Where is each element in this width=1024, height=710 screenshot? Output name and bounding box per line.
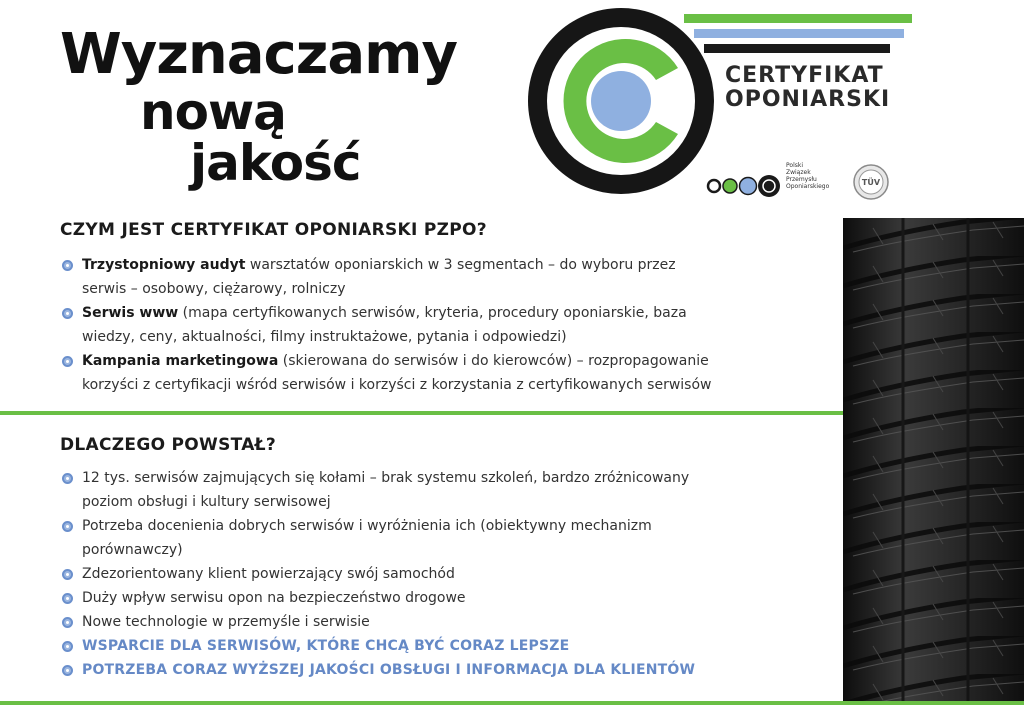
pzpo-line-3: Przemysłu [786,176,817,183]
item-text: Nowe technologie w przemyśle i serwisie [82,614,370,630]
why-list [62,466,822,682]
section-divider [0,411,843,415]
brand-line-1: CERTYFIKAT [725,63,884,88]
headline [60,22,457,190]
item-text: POTRZEBA CORAZ WYŻSZEJ JAKOŚCI OBSŁUGI I INFORMACJA DLA KLIENTÓW [82,662,696,678]
pzpo-label [786,162,829,190]
item-text: Duży wpływ serwisu opon na bezpieczeństwo drogowe [82,590,466,606]
item-text-cont: poziom obsługi i kultury serwisowej [82,494,331,510]
list-item [62,349,822,397]
brand-name [725,64,890,112]
bullet-icon [62,569,73,580]
list-item [62,466,822,514]
headline-line-3: jakość [190,134,361,192]
bullet-icon [62,473,73,484]
list-item [62,253,822,301]
section-title-why: DLACZEGO POWSTAŁ? [60,435,277,455]
item-text: (mapa certyfikowanych serwisów, kryteria, procedury oponiarskie, baza [178,305,687,321]
item-text-cont: porównawczy) [82,542,183,558]
bullet-icon [62,260,73,271]
tuv-label: TÜV [861,178,881,187]
list-item-highlight [62,634,822,658]
bullet-icon [62,308,73,319]
item-text: 12 tys. serwisów zajmujących się kołami – brak systemu szkoleń, bardzo zróżnicowany [82,470,690,486]
pzpo-line-4: Oponiarskiego [786,183,830,190]
bottom-divider [0,701,1024,705]
what-is-list [62,253,822,397]
list-item [62,301,822,349]
item-text: WSPARCIE DLA SERWISÓW, KTÓRE CHCĄ BYĆ CORAZ LEPSZE [82,638,570,654]
pzpo-dots-icon [705,173,785,199]
bullet-icon [62,521,73,532]
headline-line-1: Wyznaczamy [60,22,457,87]
bullet-icon [62,593,73,604]
item-text-cont: wiedzy, ceny, aktualności, filmy instruktażowe, pytania i odpowiedzi) [82,329,567,345]
item-text: (skierowana do serwisów i do kierowców) – rozpropagowanie [278,353,709,369]
item-strong: Trzystopniowy audyt [82,257,246,273]
item-text-cont: serwis – osobowy, ciężarowy, rolniczy [82,281,346,297]
list-item [62,514,822,562]
tuv-seal-icon [853,164,889,200]
brand-line-2: OPONIARSKI [725,87,891,112]
item-text-cont: korzyści z certyfikacji wśród serwisów i korzyści z korzystania z certyfikowanych serwisów [82,377,712,393]
list-item [62,562,822,586]
brand-stripes-icon [684,14,914,58]
list-item [62,610,822,634]
bullet-icon [62,641,73,652]
headline-line-2: nową [140,83,286,141]
list-item [62,586,822,610]
item-text: Potrzeba docenienia dobrych serwisów i wyróżnienia ich (obiektywny mechanizm [82,518,652,534]
pzpo-line-2: Związek [786,169,811,176]
item-strong: Serwis www [82,305,179,321]
bullet-icon [62,356,73,367]
item-text: warsztatów oponiarskich w 3 segmentach – do wyboru przez [245,257,676,273]
item-strong: Kampania marketingowa [82,353,279,369]
bullet-icon [62,665,73,676]
bullet-icon [62,617,73,628]
section-title-what-is: CZYM JEST CERTYFIKAT OPONIARSKI PZPO? [60,220,487,240]
list-item-highlight [62,658,822,682]
pzpo-line-1: Polski [786,162,804,169]
item-text: Zdezorientowany klient powierzający swój samochód [82,566,455,582]
tire-tread-image [843,218,1024,702]
